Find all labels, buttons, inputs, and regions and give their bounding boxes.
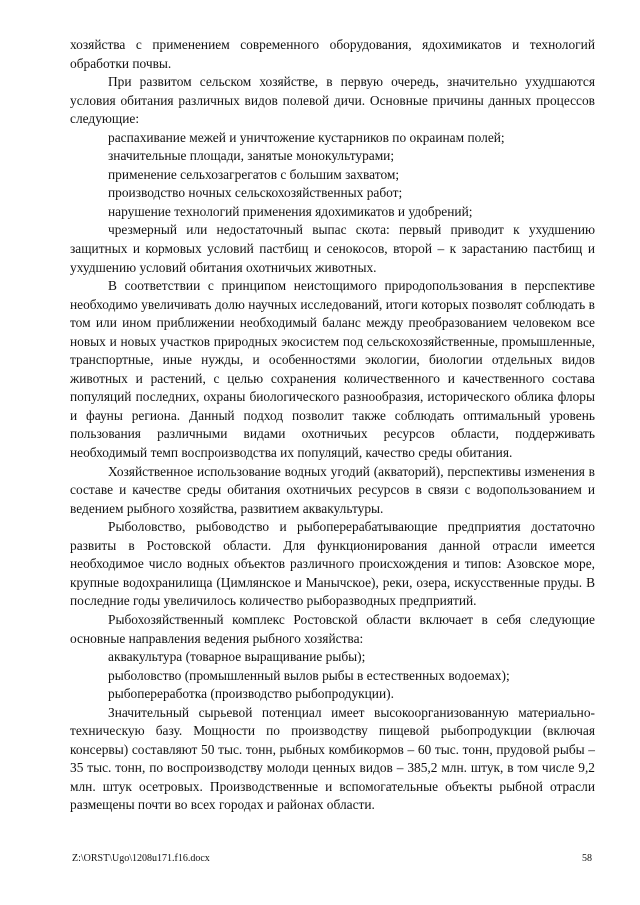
list-item: рыболовство (промышленный вылов рыбы в естественных водоемах);	[108, 667, 510, 683]
paragraph: При развитом сельском хозяйстве, в первую очередь, значительно ухудшаются условия обитания различных видов полевой дичи. Основные причины данных процессов следующие:	[70, 74, 595, 127]
list-item: производство ночных сельскохозяйственных работ;	[108, 185, 403, 201]
list-item: применение сельхозагрегатов с большим захватом;	[108, 166, 400, 182]
section-heading-paragraph: Хозяйственное использование водных угодий (акваторий), перспективы изменения в составе и качестве среды обитания охотничьих ресурсов в связи с водопользованием и ведением рыбного хозяйства, развитием аквакультуры.	[70, 463, 595, 516]
paragraph: Рыбохозяйственный комплекс Ростовской области включает в себя следующие основные направления ведения рыбного хозяйства:	[70, 611, 595, 646]
list-item: аквакультура (товарное выращивание рыбы);	[108, 649, 366, 665]
paragraph: Значительный сырьевой потенциал имеет высокоорганизованную материально-техническую базу. Мощности по производству пищевой рыбопродукции (включая консервы) составляют 50 тыс. тонн, рыбных комбикормов – 60 тыс. тонн, прудовой рыбы – 35 тыс. тонн, по воспроизводству молоди ценных видов – 385,2 млн. штук, в том числе 9,2 млн. штук осетровых. Производственные и вспомогательные объекты рыбной отрасли размещены почти во всех городах и районах области.	[70, 704, 595, 813]
file-path: Z:\ORST\Ugo\1208u171.f16.docx	[72, 853, 210, 864]
list-item: чрезмерный или недостаточный выпас скота: первый приводит к ухудшению защитных и кормовых условий пастбищ и сенокосов, второй – к зарастанию пастбищ и ухудшению условий обитания охотничьих животных.	[70, 222, 595, 275]
document-body	[70, 36, 595, 815]
list-item: значительные площади, занятые монокультурами;	[108, 148, 395, 164]
paragraph: В соответствии с принципом неистощимого природопользования в перспективе необходимо увеличивать долю научных исследований, итоги которых позволят соблюдать в том или ином приближении необходимый баланс между преобразованием человеком все новых и новых участков природных экосистем под сельскохозяйственные, промышленные, транспортные, иные нужды, и особенностями экологии, биологии отдельных видов животных и растений, с целью сохранения количественного и качественного состава популяций последних, охраны биологического разнообразия, исторического облика флоры и фауны региона. Данный подход позволит также соблюдать оптимальный уровень пользования различными видами охотничьих ресурсов области, поддерживать необходимый темп воспроизводства их популяций, качество среды обитания.	[70, 278, 595, 461]
list-item: рыбопереработка (производство рыбопродукции).	[108, 686, 394, 702]
list-item: распахивание межей и уничтожение кустарников по окраинам полей;	[108, 129, 505, 145]
list-item: нарушение технологий применения ядохимикатов и удобрений;	[108, 203, 473, 219]
page-footer	[72, 853, 592, 865]
page-number: 58	[582, 853, 592, 864]
paragraph: Рыболовство, рыбоводство и рыбоперерабатывающие предприятия достаточно развиты в Ростовской области. Для функционирования данной отрасли имеется необходимое число водных объектов различного происхождения и типов: Азовское море, крупные водохранилища (Цимлянское и Манычское), реки, озера, искусственные пруды. В последние годы увеличилось количество рыборазводных предприятий.	[70, 519, 595, 609]
paragraph: хозяйства с применением современного оборудования, ядохимикатов и технологий обработки почвы.	[70, 37, 595, 71]
